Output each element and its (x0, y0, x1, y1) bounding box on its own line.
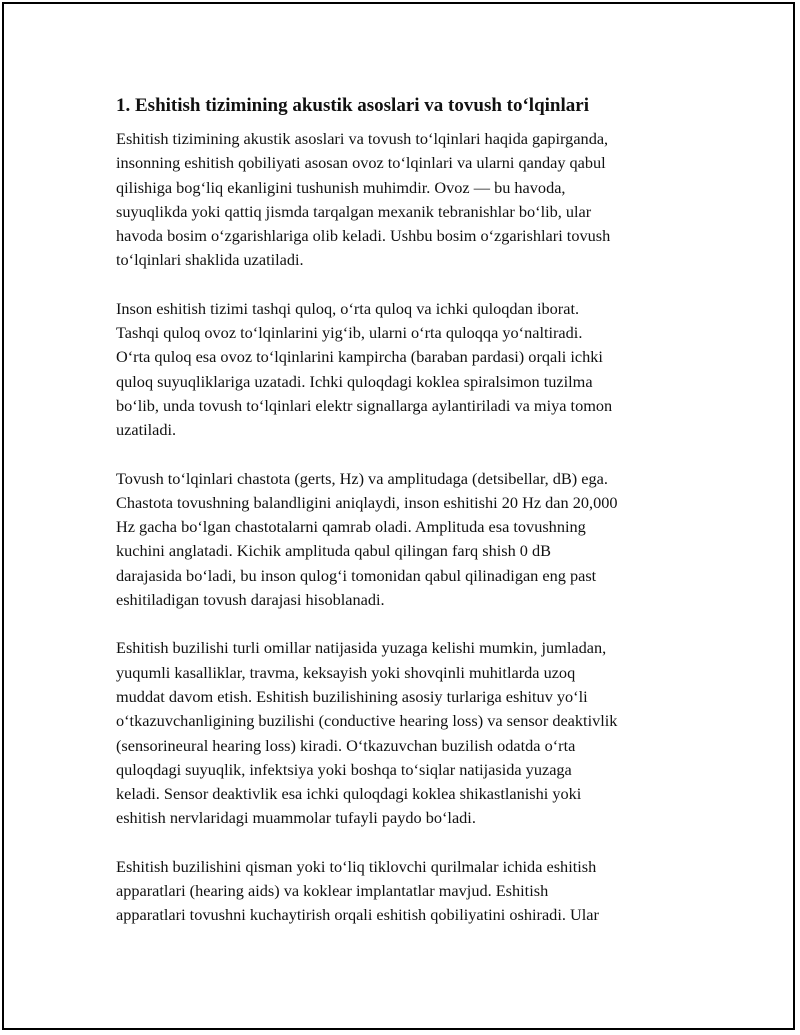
section-heading: 1. Eshitish tizimining akustik asoslari va tovush to‘lqinlari (116, 95, 589, 116)
text-line: Tashqi quloq ovoz to‘lqinlarini yig‘ib, ularni o‘rta quloqqa yo‘naltiradi. (116, 323, 583, 343)
text-line: kuchini anglatadi. Kichik amplituda qabul qilingan farq shish 0 dB (116, 541, 551, 561)
text-line: darajasida bo‘ladi, bu inson qulog‘i tomonidan qabul qilinadigan eng past (116, 565, 597, 585)
paragraph-5 (116, 855, 696, 928)
text-line: to‘lqinlari shaklida uzatiladi. (116, 250, 304, 270)
text-line: qilishiga bog‘liq ekanligini tushunish muhimdir. Ovoz — bu havoda, (116, 177, 566, 197)
document-body (116, 93, 696, 952)
text-line: insonning eshitish qobiliyati asosan ovoz to‘lqinlari va ularni qanday qabul (116, 153, 606, 173)
text-line: Inson eshitish tizimi tashqi quloq, o‘rta quloq va ichki quloqdan iborat. (116, 298, 580, 318)
text-line: O‘rta quloq esa ovoz to‘lqinlarini kampircha (baraban pardasi) orqali ichki (116, 347, 603, 367)
paragraph-1 (116, 127, 696, 273)
text-line: quloq suyuqliklariga uzatadi. Ichki quloqdagi koklea spiralsimon tuzilma (116, 371, 593, 391)
text-line: eshitish nervlaridagi muammolar tufayli paydo bo‘ladi. (116, 808, 476, 828)
text-line: bo‘lib, unda tovush to‘lqinlari elektr signallarga aylantiriladi va miya tomon (116, 395, 613, 415)
text-line: o‘tkazuvchanligining buzilishi (conductive hearing loss) va sensor deaktivlik (116, 711, 618, 731)
text-line: apparatlari tovushni kuchaytirish orqali eshitish qobiliyatini oshiradi. Ular (116, 905, 599, 925)
text-line: Chastota tovushning balandligini aniqlaydi, inson eshitishi 20 Hz dan 20,000 (116, 492, 618, 512)
text-line: (sensorineural hearing loss) kiradi. O‘tkazuvchan buzilish odatda o‘rta (116, 735, 576, 755)
text-line: havoda bosim o‘zgarishlariga olib keladi. Ushbu bosim o‘zgarishlari tovush (116, 226, 611, 246)
text-line: Tovush to‘lqinlari chastota (gerts, Hz) va amplitudaga (detsibellar, dB) ega. (116, 468, 608, 488)
text-line: yuqumli kasalliklar, travma, keksayish yoki shovqinli muhitlarda uzoq (116, 662, 576, 682)
text-line: Eshitish tizimining akustik asoslari va tovush to‘lqinlari haqida gapirganda, (116, 129, 609, 148)
text-line: quloqdagi suyuqlik, infektsiya yoki boshqa to‘siqlar natijasida yuzaga (116, 759, 572, 779)
text-line: Hz gacha bo‘lgan chastotalarni qamrab oladi. Amplituda esa tovushning (116, 517, 586, 537)
text-line: keladi. Sensor deaktivlik esa ichki quloqdagi koklea shikastlanishi yoki (116, 784, 582, 804)
text-line: eshitiladigan tovush darajasi hisoblanadi. (116, 590, 385, 610)
paragraph-4 (116, 636, 696, 830)
paragraph-2 (116, 297, 696, 443)
paragraph-3 (116, 467, 696, 613)
text-line: muddat davom etish. Eshitish buzilishining asosiy turlariga eshituv yo‘li (116, 686, 588, 706)
text-line: apparatlari (hearing aids) va koklear implantatlar mavjud. Eshitish (116, 881, 549, 901)
text-line: suyuqlikda yoki qattiq jismda tarqalgan mexanik tebranishlar bo‘lib, ular (116, 201, 592, 221)
text-line: uzatiladi. (116, 420, 177, 440)
text-line: Eshitish buzilishini qisman yoki to‘liq tiklovchi qurilmalar ichida eshitish (116, 856, 597, 876)
text-line: Eshitish buzilishi turli omillar natijasida yuzaga kelishi mumkin, jumladan, (116, 638, 607, 658)
